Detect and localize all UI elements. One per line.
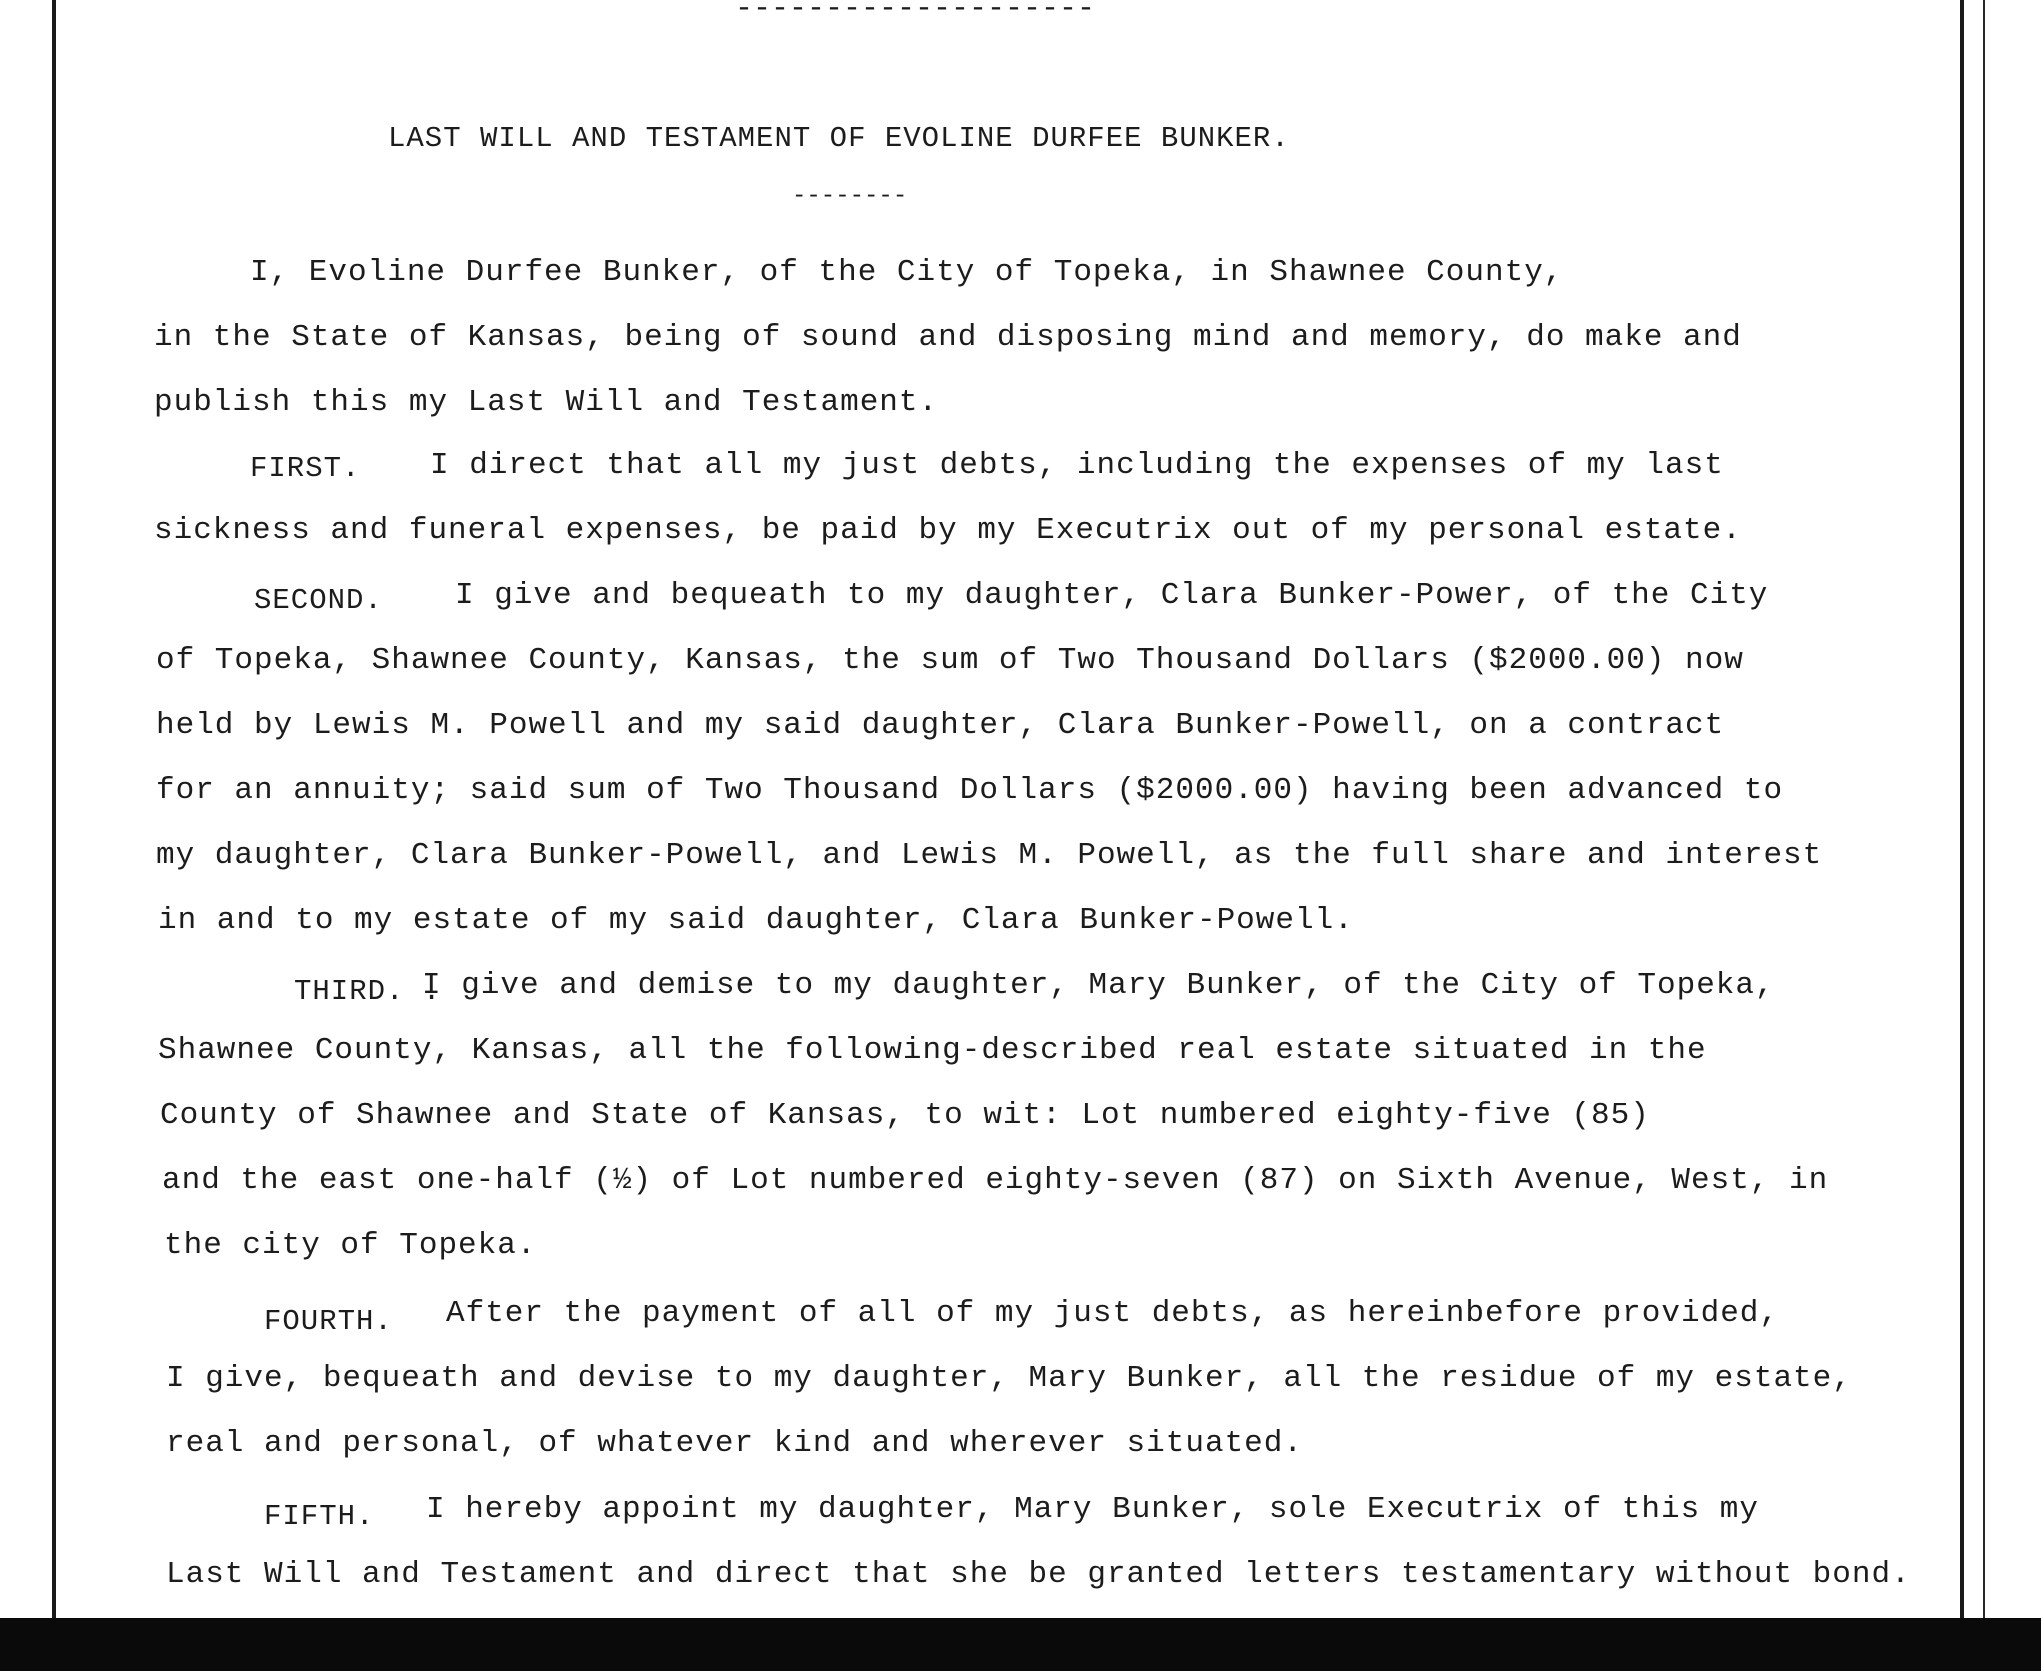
top-dash-separator: --------------------: [735, 0, 1096, 26]
intro-line: I, Evoline Durfee Bunker, of the City of Topeka, in Shawnee County,: [250, 255, 1564, 290]
second-line: in and to my estate of my said daughter, Clara Bunker-Powell.: [158, 903, 1354, 938]
third-line: and the east one-half (½) of Lot numbered eighty-seven (87) on Sixth Avenue, West, in: [162, 1163, 1829, 1198]
second-line: held by Lewis M. Powell and my said daughter, Clara Bunker-Powell, on a contract: [156, 708, 1725, 743]
third-heading: THIRD. .: [294, 975, 442, 1008]
first-line: sickness and funeral expenses, be paid by my Executrix out of my personal estate.: [154, 513, 1742, 548]
third-line: Shawnee County, Kansas, all the following-described real estate situated in the: [158, 1033, 1707, 1068]
fourth-line: I give, bequeath and devise to my daughter, Mary Bunker, all the residue of my estate,: [166, 1361, 1852, 1396]
fifth-heading: FIFTH.: [264, 1500, 375, 1533]
fourth-heading: FOURTH.: [264, 1305, 393, 1338]
second-heading: SECOND.: [254, 584, 383, 617]
fourth-line: real and personal, of whatever kind and wherever situated.: [166, 1426, 1303, 1461]
intro-line: publish this my Last Will and Testament.: [154, 385, 939, 420]
third-line: I give and demise to my daughter, Mary Bunker, of the City of Topeka,: [422, 968, 1775, 1003]
right-inner-rule: [1983, 0, 1985, 1620]
fifth-line: Last Will and Testament and direct that she be granted letters testamentary without bond.: [166, 1557, 1911, 1592]
scan-bottom-edge: [0, 1618, 2041, 1671]
fourth-line: After the payment of all of my just debts, as hereinbefore provided,: [446, 1296, 1780, 1331]
second-line: I give and bequeath to my daughter, Clara Bunker-Power, of the City: [455, 578, 1769, 613]
second-line: for an annuity; said sum of Two Thousand Dollars ($2000.00) having been advanced to: [156, 773, 1784, 808]
left-border-rule: [52, 0, 56, 1620]
fifth-line: I hereby appoint my daughter, Mary Bunker, sole Executrix of this my: [426, 1492, 1760, 1527]
second-line: of Topeka, Shawnee County, Kansas, the sum of Two Thousand Dollars ($2000.00) now: [156, 643, 1744, 678]
third-line: County of Shawnee and State of Kansas, to wit: Lot numbered eighty-five (85): [160, 1098, 1650, 1133]
intro-line: in the State of Kansas, being of sound and disposing mind and memory, do make and: [154, 320, 1742, 355]
document-title: LAST WILL AND TESTAMENT OF EVOLINE DURFEE BUNKER.: [388, 122, 1290, 155]
second-line: my daughter, Clara Bunker-Powell, and Lewis M. Powell, as the full share and interest: [156, 838, 1823, 873]
title-dash-separator: --------: [792, 183, 908, 210]
right-border-rule: [1960, 0, 1964, 1620]
third-line: the city of Topeka.: [164, 1228, 537, 1263]
first-heading: FIRST.: [250, 452, 361, 485]
first-line: I direct that all my just debts, including the expenses of my last: [430, 448, 1724, 483]
